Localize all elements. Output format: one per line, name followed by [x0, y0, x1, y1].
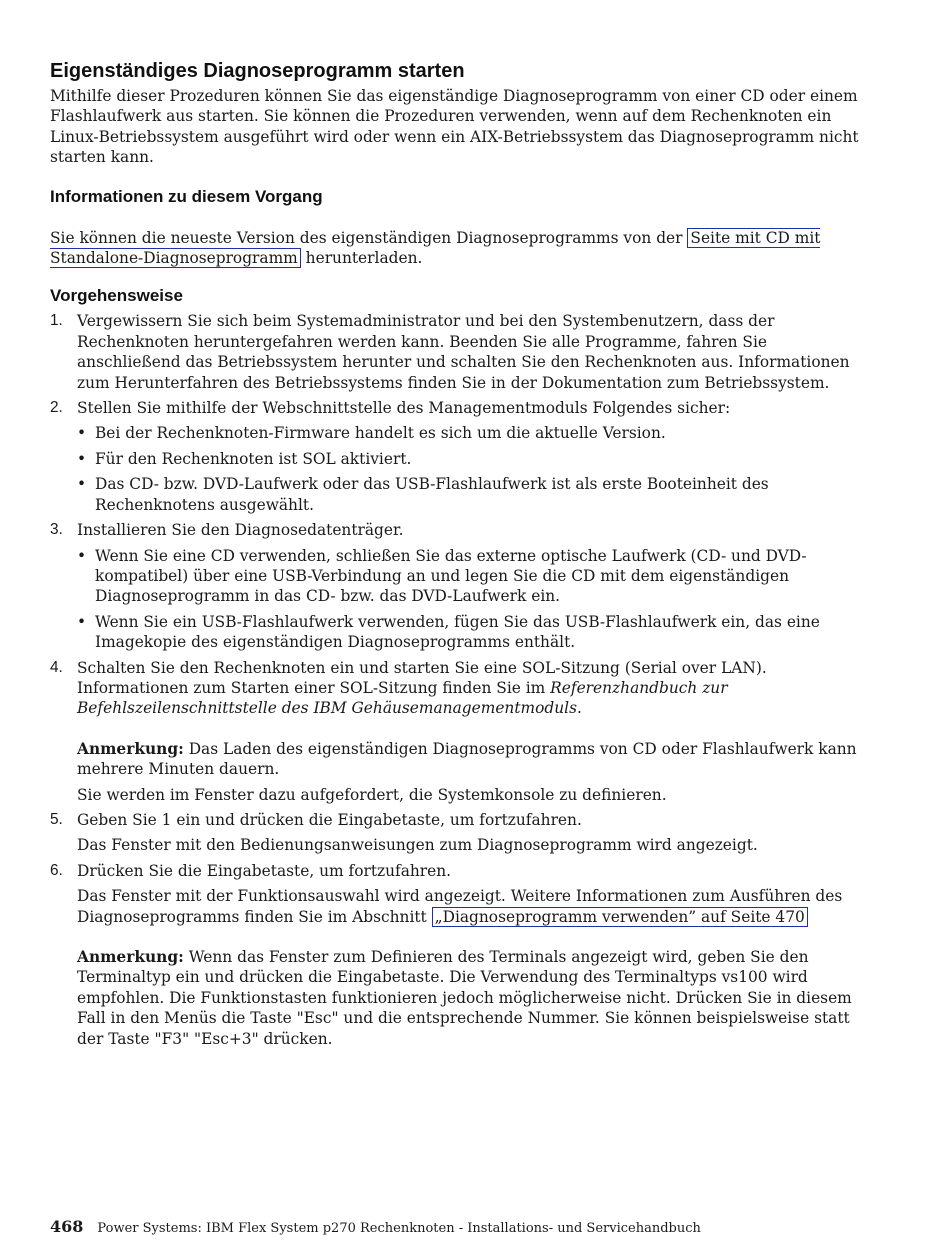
bullet-text: Für den Rechenknoten ist SOL aktiviert. [95, 449, 412, 468]
step-text-end: . [576, 699, 582, 718]
note-label: Anmerkung: [77, 739, 184, 758]
step-number: 6. [50, 861, 63, 879]
page-number: 468 [50, 1217, 84, 1236]
document-page [50, 58, 865, 1054]
bullet-text: Das CD- bzw. DVD-Laufwerk oder das USB-Flashlaufwerk ist als erste Booteinheit des Rechenknotens ausgewählt. [95, 475, 769, 514]
step-6 [50, 861, 865, 1049]
step-text: Geben Sie 1 ein und drücken die Eingabetaste, um fortzufahren. [77, 810, 582, 829]
step-3 [50, 520, 865, 652]
step-5 [50, 810, 865, 856]
step-result: Das Fenster mit den Bedienungsanweisungen zum Diagnoseprogramm wird angezeigt. [77, 836, 758, 855]
intro-paragraph: Mithilfe dieser Prozeduren können Sie das eigenständige Diagnoseprogramm von einer CD oder einem Flashlaufwerk aus starten. Sie können die Prozeduren verwenden, wenn auf dem Rechenknoten ein Linux-Betriebssystem ausgeführt wird oder wenn ein AIX-Betriebssystem das Diagnoseprogramm nicht starten kann. [50, 87, 859, 167]
step-2-bullets [77, 423, 865, 515]
list-item [77, 612, 865, 653]
bullet-text: Wenn Sie eine CD verwenden, schließen Sie das externe optische Laufwerk (CD- und DVD-kompatibel) über eine USB-Verbindung an und legen Sie die CD mit dem eigenständigen Diagnoseprogramm in das CD- bzw. das DVD-Laufwerk ein. [95, 546, 807, 606]
step-text: Stellen Sie mithilfe der Webschnittstelle des Managementmoduls Folgendes sicher: [77, 399, 731, 418]
step-text: Installieren Sie den Diagnosedatenträger. [77, 521, 404, 540]
step-2 [50, 398, 865, 515]
info-heading: Informationen zu diesem Vorgang [50, 186, 323, 206]
list-item [77, 449, 865, 469]
step-number: 3. [50, 521, 63, 539]
step-4 [50, 658, 865, 805]
bullet-icon: • [77, 475, 87, 494]
step-text: Schalten Sie den Rechenknoten ein und starten Sie eine SOL-Sitzung (Serial over LAN). Informationen zum Starten einer SOL-Sitzung finden Sie im [77, 658, 767, 697]
bullet-icon: • [77, 612, 87, 631]
info-paragraph [50, 228, 865, 269]
step-result-text: Das Fenster mit der Funktionsauswahl wird angezeigt. Weitere Informationen zum Ausführen des Diagnoseprogramms finden Sie im Abschnitt [77, 887, 843, 926]
reference-manual-title: Referenzhandbuch zur Befehlszeilenschnittstelle des IBM Gehäusemanagementmoduls [77, 678, 728, 718]
note-label: Anmerkung: [77, 948, 184, 966]
standalone-diagnostics-link[interactable]: Seite mit CD mit Standalone-Diagnoseprogramm [50, 228, 821, 268]
list-item [77, 546, 865, 607]
step-result: Sie werden im Fenster dazu aufgefordert, die Systemkonsole zu definieren. [77, 785, 667, 804]
step-result [77, 886, 865, 927]
step-number: 5. [50, 810, 63, 828]
procedure-heading: Vorgehensweise [50, 286, 183, 306]
note-text: Das Laden des eigenständigen Diagnoseprogramms von CD oder Flashlaufwerk kann mehrere Minuten dauern. [77, 739, 857, 779]
bullet-icon: • [77, 546, 87, 565]
note [77, 947, 865, 1049]
step-text: Vergewissern Sie sich beim Systemadministrator und bei den Systembenutzern, dass der Rechenknoten heruntergefahren werden kann. Beenden Sie alle Programme, fahren Sie anschließend das Betriebssystem herunter und schalten Sie den Rechenknoten aus. Informationen zum Herunterfahren des Betriebssystems finden Sie in der Dokumentation zum Betriebssystem. [77, 312, 850, 392]
step-1 [50, 311, 865, 393]
page-title: Eigenständiges Diagnoseprogramm starten [50, 60, 465, 82]
bullet-icon: • [77, 449, 87, 468]
footer-text: Power Systems: IBM Flex System p270 Rechenknoten - Installations- und Servicehandbuch [97, 1221, 701, 1236]
info-text-before: Sie können die neueste Version des eigenständigen Diagnoseprogramms von der [50, 228, 688, 247]
note-text: Wenn das Fenster zum Definieren des Terminals angezeigt wird, geben Sie den Terminaltyp ein und drücken die Eingabetaste. Die Verwendung des Terminaltyps vs100 wird empfohlen. Die Funktionstasten funktionieren jedoch möglicherweise nicht. Drücken Sie in diesem Fall in den Menüs die Taste "Esc" und die entsprechende Nummer. Sie können beispielsweise statt der Taste "F3" "Esc+3" drücken. [77, 948, 852, 1048]
note [77, 739, 865, 780]
info-text-after: herunterladen. [300, 249, 423, 268]
bullet-text: Bei der Rechenknoten-Firmware handelt es sich um die aktuelle Version. [95, 424, 666, 443]
list-item [77, 474, 865, 515]
bullet-icon: • [77, 424, 87, 443]
list-item [77, 423, 865, 443]
step-text: Drücken Sie die Eingabetaste, um fortzufahren. [77, 861, 452, 880]
procedure-steps [50, 311, 865, 1049]
step-number: 2. [50, 399, 63, 417]
step-number: 1. [50, 312, 63, 330]
step-number: 4. [50, 658, 63, 676]
page-footer [50, 1218, 701, 1238]
bullet-text: Wenn Sie ein USB-Flashlaufwerk verwenden, fügen Sie das USB-Flashlaufwerk ein, das eine Imagekopie des eigenständigen Diagnoseprogramms enthält. [95, 612, 820, 652]
step-3-bullets [77, 546, 865, 653]
diagnostics-usage-link[interactable]: „Diagnoseprogramm verwenden” auf Seite 470 [432, 907, 808, 927]
